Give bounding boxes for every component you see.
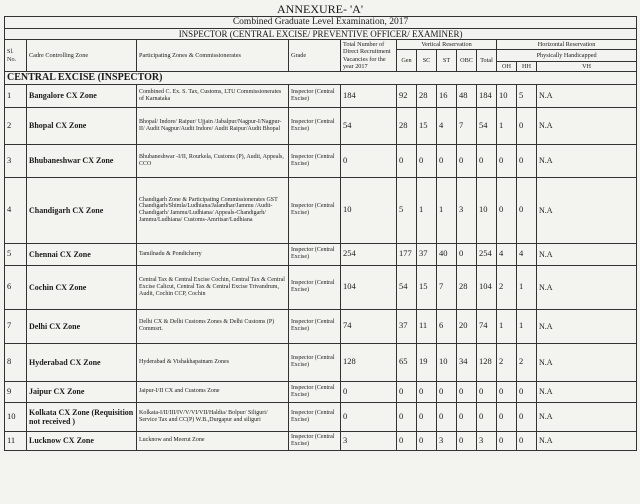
table-row xyxy=(5,265,637,309)
cell-oh: 10 xyxy=(497,84,517,107)
table-row xyxy=(5,309,637,343)
cell-hh: 0 xyxy=(517,381,537,402)
cell-oh: 2 xyxy=(497,265,517,309)
cell-sl: 4 xyxy=(5,177,27,243)
cell-grade: Inspector (Central Excise) xyxy=(289,309,341,343)
cell-grade: Inspector (Central Excise) xyxy=(289,107,341,144)
cell-vtotal: 254 xyxy=(477,243,497,265)
cell-obc: 3 xyxy=(457,177,477,243)
section-heading: CENTRAL EXCISE (INSPECTOR) xyxy=(5,71,637,84)
cell-st: 7 xyxy=(437,265,457,309)
cell-vtotal: 10 xyxy=(477,177,497,243)
cell-grade: Inspector (Central Excise) xyxy=(289,431,341,450)
cell-total: 184 xyxy=(341,84,397,107)
header-vh: VH xyxy=(537,61,637,71)
cell-vh: N.A xyxy=(537,84,637,107)
cell-obc: 34 xyxy=(457,343,477,381)
cell-zone: Hyderabad CX Zone xyxy=(27,343,137,381)
cell-hh: 5 xyxy=(517,84,537,107)
cell-obc: 0 xyxy=(457,243,477,265)
cell-vtotal: 0 xyxy=(477,144,497,177)
cell-st: 40 xyxy=(437,243,457,265)
cell-vh: N.A xyxy=(537,431,637,450)
cell-sc: 0 xyxy=(417,402,437,431)
cell-zone: Bangalore CX Zone xyxy=(27,84,137,107)
header-vertical: Vertical Reservation xyxy=(397,40,497,50)
header-sc: SC xyxy=(417,50,437,71)
table-row xyxy=(5,431,637,450)
cell-zone: Kolkata CX Zone (Requisition not received ) xyxy=(27,402,137,431)
cell-st: 0 xyxy=(437,381,457,402)
header-grade: Grade xyxy=(289,40,341,72)
cell-total: 3 xyxy=(341,431,397,450)
cell-participating: Jaipur-I/II CX and Customs Zone xyxy=(137,381,289,402)
cell-gen: 28 xyxy=(397,107,417,144)
cell-hh: 1 xyxy=(517,309,537,343)
cell-total: 74 xyxy=(341,309,397,343)
cell-vh: N.A xyxy=(537,144,637,177)
cell-sc: 15 xyxy=(417,107,437,144)
cell-total: 10 xyxy=(341,177,397,243)
header-sl: Sl. No. xyxy=(5,40,27,72)
cell-total: 0 xyxy=(341,144,397,177)
cell-zone: Chandigarh CX Zone xyxy=(27,177,137,243)
cell-hh: 0 xyxy=(517,177,537,243)
cell-sc: 1 xyxy=(417,177,437,243)
header-ph: Physically Handicapped xyxy=(497,50,637,61)
cell-obc: 0 xyxy=(457,381,477,402)
cell-obc: 20 xyxy=(457,309,477,343)
cell-zone: Delhi CX Zone xyxy=(27,309,137,343)
cell-total: 0 xyxy=(341,402,397,431)
cell-zone: Jaipur CX Zone xyxy=(27,381,137,402)
cell-sl: 2 xyxy=(5,107,27,144)
cell-hh: 2 xyxy=(517,343,537,381)
cell-zone: Bhubaneshwar CX Zone xyxy=(27,144,137,177)
cell-obc: 0 xyxy=(457,431,477,450)
annexure-label: ANNEXURE- 'A' xyxy=(277,2,363,16)
cell-oh: 0 xyxy=(497,381,517,402)
cell-grade: Inspector (Central Excise) xyxy=(289,243,341,265)
cell-st: 1 xyxy=(437,177,457,243)
cell-participating: Delhi CX & Delhi Customs Zones & Delhi Customs (P) Commsrt. xyxy=(137,309,289,343)
cell-sl: 10 xyxy=(5,402,27,431)
header-obc: OBC xyxy=(457,50,477,71)
table-row xyxy=(5,144,637,177)
cell-grade: Inspector (Central Excise) xyxy=(289,144,341,177)
header-zones: Participating Zones & Commissionerates xyxy=(137,40,289,72)
cell-hh: 0 xyxy=(517,144,537,177)
cell-vh: N.A xyxy=(537,381,637,402)
header-hh: HH xyxy=(517,61,537,71)
cell-grade: Inspector (Central Excise) xyxy=(289,84,341,107)
cell-obc: 0 xyxy=(457,144,477,177)
cell-gen: 0 xyxy=(397,402,417,431)
cell-zone: Lucknow CX Zone xyxy=(27,431,137,450)
cell-vtotal: 184 xyxy=(477,84,497,107)
cell-vh: N.A xyxy=(537,243,637,265)
cell-zone: Chennai CX Zone xyxy=(27,243,137,265)
table-row xyxy=(5,107,637,144)
cell-obc: 48 xyxy=(457,84,477,107)
cell-participating: Kolkata-I/II/III/IV/V/VI/VII/Haldia/ Bolpur/ Siliguri/ Service Tax and CC(P) W.B.,Durgapur and siliguri xyxy=(137,402,289,431)
cell-total: 0 xyxy=(341,381,397,402)
cell-hh: 0 xyxy=(517,107,537,144)
cell-participating: Combined C. Ex. S. Tax, Customs, LTU Commissionerates of Karnataka xyxy=(137,84,289,107)
cell-sl: 9 xyxy=(5,381,27,402)
cell-gen: 177 xyxy=(397,243,417,265)
cell-sl: 3 xyxy=(5,144,27,177)
cell-st: 4 xyxy=(437,107,457,144)
cell-oh: 0 xyxy=(497,402,517,431)
cell-sc: 11 xyxy=(417,309,437,343)
cell-oh: 1 xyxy=(497,107,517,144)
cell-st: 0 xyxy=(437,402,457,431)
cell-st: 0 xyxy=(437,144,457,177)
cell-participating: Chandigarh Zone & Participating Commissionerates GST Chandigarh/Shimla/Ludhiana/Jalandhar/Jammu /Audit- Chandigarh/ Jammu/Ludhiana/ Appeals-Chandigarh/ Jammu/Ludhiana/ Customs-Amritsar/Ludhiana xyxy=(137,177,289,243)
post-title: INSPECTOR (CENTRAL EXCISE/ PREVENTIVE OFFICER/ EXAMINER) xyxy=(5,29,637,40)
cell-total: 128 xyxy=(341,343,397,381)
header-gen: Gen xyxy=(397,50,417,71)
table-row xyxy=(5,177,637,243)
cell-gen: 37 xyxy=(397,309,417,343)
cell-grade: Inspector (Central Excise) xyxy=(289,343,341,381)
cell-gen: 92 xyxy=(397,84,417,107)
cell-vh: N.A xyxy=(537,265,637,309)
cell-vtotal: 104 xyxy=(477,265,497,309)
header-st: ST xyxy=(437,50,457,71)
cell-participating: Central Tax & Central Excise Cochin, Central Tax & Central Excise Calicut, Central Tax & Central Excise Trivandrum, Audit, Cochin CCP, Cochin xyxy=(137,265,289,309)
cell-vtotal: 0 xyxy=(477,381,497,402)
cell-hh: 0 xyxy=(517,402,537,431)
cell-gen: 0 xyxy=(397,144,417,177)
exam-title: Combined Graduate Level Examination, 2017 xyxy=(5,17,637,29)
cell-hh: 4 xyxy=(517,243,537,265)
cell-total: 104 xyxy=(341,265,397,309)
cell-grade: Inspector (Central Excise) xyxy=(289,402,341,431)
cell-oh: 0 xyxy=(497,431,517,450)
header-oh: OH xyxy=(497,61,517,71)
cell-grade: Inspector (Central Excise) xyxy=(289,177,341,243)
cell-total: 54 xyxy=(341,107,397,144)
header-total: Total Number of Direct Recruitment Vacancies for the year 2017 xyxy=(341,40,397,72)
table-row xyxy=(5,84,637,107)
cell-vtotal: 0 xyxy=(477,402,497,431)
cell-grade: Inspector (Central Excise) xyxy=(289,265,341,309)
cell-gen: 0 xyxy=(397,431,417,450)
cell-sc: 0 xyxy=(417,431,437,450)
cell-grade: Inspector (Central Excise) xyxy=(289,381,341,402)
cell-obc: 28 xyxy=(457,265,477,309)
cell-sl: 6 xyxy=(5,265,27,309)
table-row xyxy=(5,243,637,265)
cell-st: 10 xyxy=(437,343,457,381)
cell-oh: 2 xyxy=(497,343,517,381)
cell-participating: Hyderabad & Vishakhapatnam Zones xyxy=(137,343,289,381)
cell-vtotal: 128 xyxy=(477,343,497,381)
cell-vh: N.A xyxy=(537,107,637,144)
table-row xyxy=(5,343,637,381)
cell-sl: 11 xyxy=(5,431,27,450)
header-cadre: Cadre Controlling Zone xyxy=(27,40,137,72)
cell-zone: Cochin CX Zone xyxy=(27,265,137,309)
cell-zone: Bhopal CX Zone xyxy=(27,107,137,144)
table-row xyxy=(5,402,637,431)
cell-sl: 5 xyxy=(5,243,27,265)
cell-obc: 0 xyxy=(457,402,477,431)
cell-oh: 1 xyxy=(497,309,517,343)
cell-st: 16 xyxy=(437,84,457,107)
cell-sc: 0 xyxy=(417,144,437,177)
header-horizontal: Horizontal Reservation xyxy=(497,40,637,50)
cell-st: 6 xyxy=(437,309,457,343)
cell-gen: 5 xyxy=(397,177,417,243)
vacancy-table xyxy=(4,16,637,451)
cell-vtotal: 3 xyxy=(477,431,497,450)
cell-sc: 15 xyxy=(417,265,437,309)
cell-participating: Bhopal/ Indore/ Raipur/ Ujjain /Jabalpur/Nagpur-I/Nagpur-II/ Audit Nagpur/Audit Indore/ Audit Raipur/Audit Bhopal xyxy=(137,107,289,144)
cell-hh: 0 xyxy=(517,431,537,450)
cell-vtotal: 74 xyxy=(477,309,497,343)
cell-vh: N.A xyxy=(537,402,637,431)
cell-sc: 0 xyxy=(417,381,437,402)
cell-vh: N.A xyxy=(537,343,637,381)
cell-total: 254 xyxy=(341,243,397,265)
cell-gen: 54 xyxy=(397,265,417,309)
cell-participating: Tamilnadu & Pondicherry xyxy=(137,243,289,265)
cell-obc: 7 xyxy=(457,107,477,144)
cell-hh: 1 xyxy=(517,265,537,309)
cell-sc: 28 xyxy=(417,84,437,107)
cell-oh: 4 xyxy=(497,243,517,265)
cell-vh: N.A xyxy=(537,309,637,343)
cell-st: 3 xyxy=(437,431,457,450)
cell-vtotal: 54 xyxy=(477,107,497,144)
cell-gen: 65 xyxy=(397,343,417,381)
cell-sc: 19 xyxy=(417,343,437,381)
table-row xyxy=(5,381,637,402)
cell-oh: 0 xyxy=(497,144,517,177)
cell-sl: 7 xyxy=(5,309,27,343)
cell-sl: 8 xyxy=(5,343,27,381)
cell-participating: Bhubaneshwar -I/II, Rourkela, Customs (P), Audit, Appeals, CCO xyxy=(137,144,289,177)
cell-gen: 0 xyxy=(397,381,417,402)
cell-sl: 1 xyxy=(5,84,27,107)
cell-oh: 0 xyxy=(497,177,517,243)
cell-participating: Lucknow and Meerut Zone xyxy=(137,431,289,450)
header-vtotal: Total xyxy=(477,50,497,71)
cell-sc: 37 xyxy=(417,243,437,265)
cell-vh: N.A xyxy=(537,177,637,243)
